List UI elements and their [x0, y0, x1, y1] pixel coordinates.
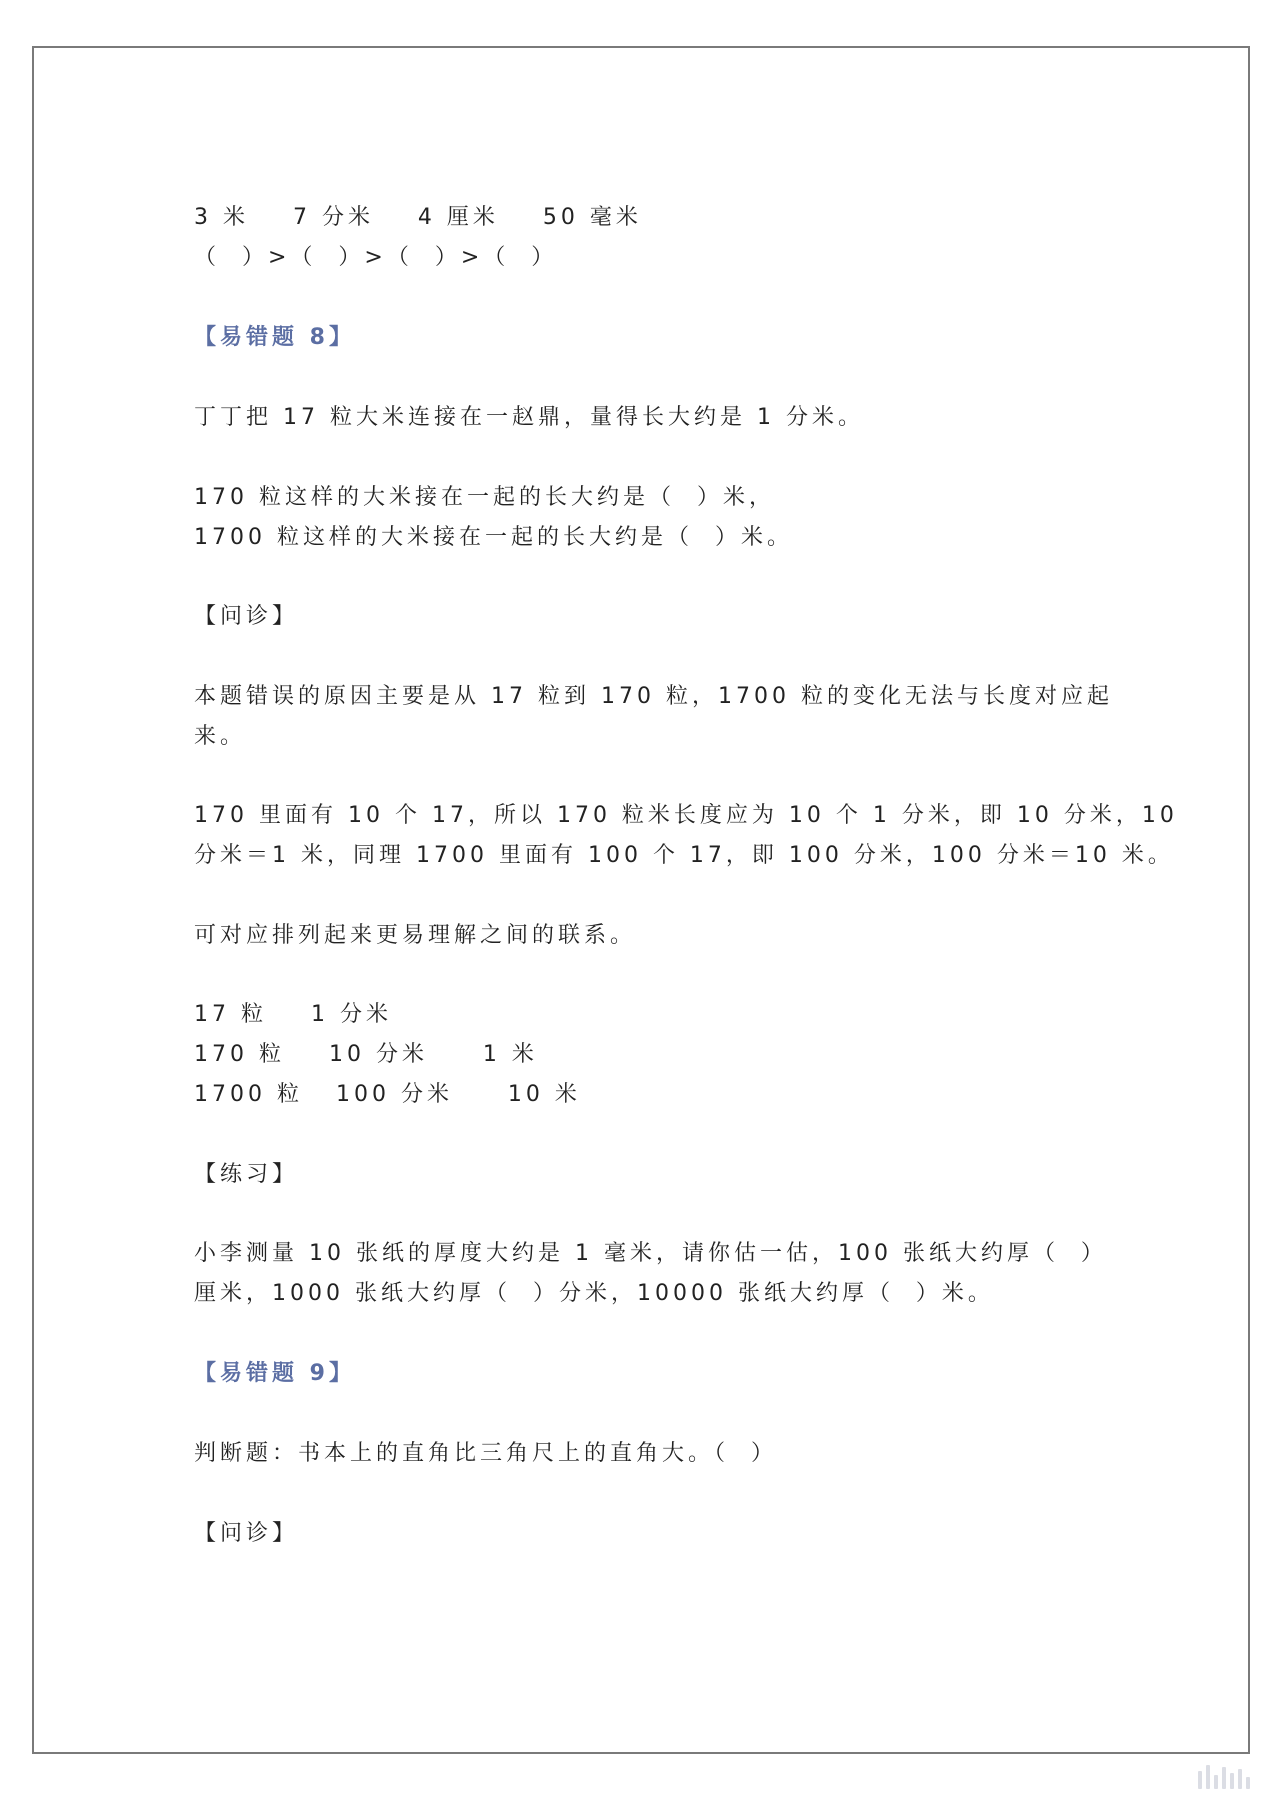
- table-row: 17 粒 1 分米: [194, 1002, 392, 1027]
- explanation-paragraph-cont: 分米＝1 米，同理 1700 里面有 100 个 17，即 100 分米，100 分米＝10 米。: [194, 843, 1174, 868]
- explanation-paragraph: 170 里面有 10 个 17，所以 170 粒米长度应为 10 个 1 分米，即 10 分米，10: [194, 803, 1178, 828]
- section-heading-diagnosis: 【问诊】: [194, 604, 299, 629]
- table-row: 1700 粒 100 分米 10 米: [194, 1082, 581, 1107]
- question-part-2: 1700 粒这样的大米接在一起的长大约是（ ）米。: [194, 525, 793, 550]
- practice-text-cont: 厘米，1000 张纸大约厚（ ）分米，10000 张纸大约厚（ ）米。: [194, 1281, 994, 1306]
- watermark-icon: [1198, 1765, 1250, 1789]
- blanks-line: （ ）>（ ）>（ ）>（ ）: [194, 245, 558, 270]
- section-heading-diagnosis-2: 【问诊】: [194, 1521, 299, 1546]
- section-heading-error-9: 【易错题 9】: [194, 1361, 355, 1386]
- tip-text: 可对应排列起来更易理解之间的联系。: [194, 923, 637, 948]
- judgment-question: 判断题：书本上的直角比三角尺上的直角大。（ ）: [194, 1441, 777, 1466]
- section-heading-error-8: 【易错题 8】: [194, 325, 355, 350]
- section-heading-practice: 【练习】: [194, 1162, 299, 1187]
- question-part-1: 170 粒这样的大米接在一起的长大约是（ ）米，: [194, 485, 775, 510]
- table-row: 170 粒 10 分米 1 米: [194, 1042, 538, 1067]
- practice-text: 小李测量 10 张纸的厚度大约是 1 毫米，请你估一估，100 张纸大约厚（ ）: [194, 1241, 1107, 1266]
- page-frame: [32, 46, 1250, 1754]
- diagnosis-paragraph-cont: 来。: [194, 724, 247, 749]
- options-line: 3 米 7 分米 4 厘米 50 毫米: [194, 205, 642, 230]
- question-text: 丁丁把 17 粒大米连接在一赵鼎，量得长大约是 1 分米。: [194, 405, 864, 430]
- diagnosis-paragraph: 本题错误的原因主要是从 17 粒到 170 粒，1700 粒的变化无法与长度对应起: [194, 684, 1113, 709]
